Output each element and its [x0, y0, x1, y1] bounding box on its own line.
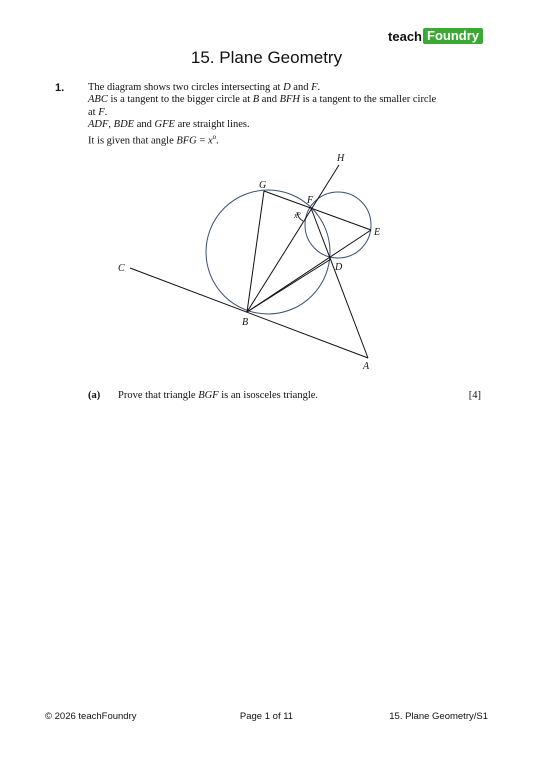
part-a-text: Prove that triangle BGF is an isosceles triangle. — [118, 390, 319, 401]
question-line-1: The diagram shows two circles intersecting at D and F. — [88, 82, 321, 93]
question-line-2: ABC is a tangent to the bigger circle at B and BFH is a tangent to the smaller circle — [88, 94, 437, 106]
question-line-3: at F. — [88, 106, 108, 118]
question-line-5: It is given that angle BFG = $x^o$. — [88, 133, 219, 147]
line-BG — [247, 191, 264, 312]
label-x-angle: $x^o$ — [294, 211, 301, 220]
part-a-marks: [4] — [468, 390, 481, 401]
question-number: 1. — [55, 82, 65, 94]
logo-teach-text: teach — [388, 28, 422, 44]
logo-foundry-badge: Foundry — [423, 28, 483, 44]
page-title: 15. Plane Geometry — [190, 48, 343, 67]
line-BD — [247, 259, 331, 312]
label-C: C — [118, 263, 125, 274]
label-A: A — [363, 361, 370, 372]
line-ABC — [130, 268, 368, 358]
label-D: D — [335, 262, 343, 273]
question-line-4: ADF, BDE and GFE are straight lines. — [88, 118, 250, 130]
part-a-label: (a) — [88, 390, 101, 401]
line-ADF — [311, 208, 368, 358]
footer-copyright: © 2026 teachFoundry — [45, 711, 137, 722]
small-circle — [305, 192, 371, 258]
footer-section: 15. Plane Geometry/S1 — [389, 711, 488, 722]
label-F: F — [307, 195, 314, 206]
label-H: H — [337, 153, 345, 164]
label-E: E — [374, 227, 381, 238]
label-B: B — [242, 317, 249, 328]
label-G: G — [259, 180, 267, 191]
footer-page-number: Page 1 of 11 — [239, 711, 294, 722]
